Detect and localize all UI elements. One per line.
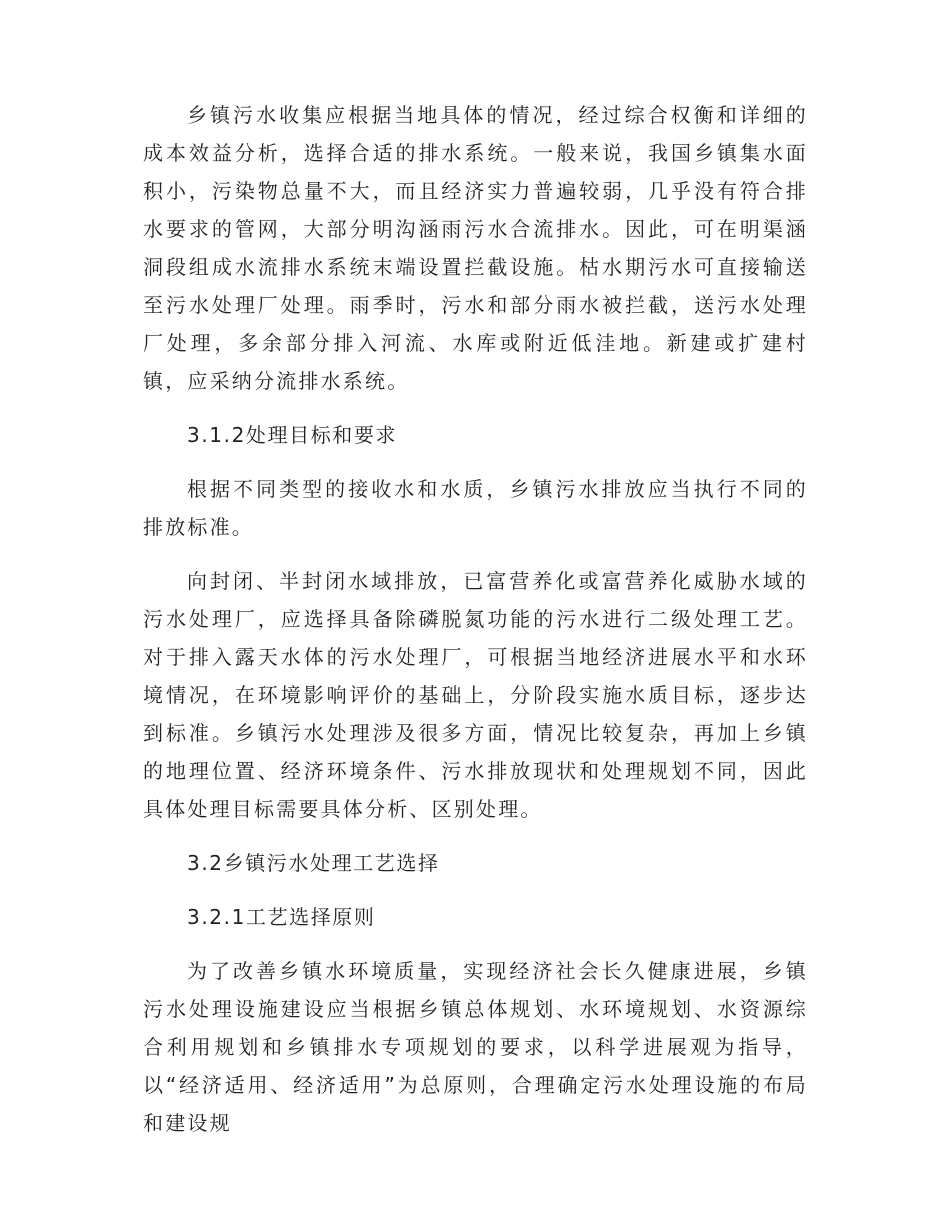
document-body [143,96,808,1158]
section-heading-3-1-2: 3.1.2处理目标和要求 [187,423,398,447]
paragraph-process-principles: 为了改善乡镇水环境质量，实现经济社会长久健康进展，乡镇污水处理设施建设应当根据乡镇总体规划、水环境规划、水资源综合利用规划和乡镇排水专项规划的要求，以科学进展观为指导，以“经济适用、经济适用”为总原则，合理确定污水处理设施的布局和建设规 [143,959,808,1135]
section-heading-3-2: 3.2乡镇污水处理工艺选择 [187,851,440,875]
section-heading-3-2-1: 3.2.1工艺选择原则 [187,905,376,929]
paragraph-sewage-collection: 乡镇污水收集应根据当地具体的情况，经过综合权衡和详细的成本效益分析，选择合适的排水系统。一般来说，我国乡镇集水面积小，污染物总量不大，而且经济实力普遍较弱，几乎没有符合排水要求的管网，大部分明沟涵雨污水合流排水。因此，可在明渠涵洞段组成水流排水系统末端设置拦截设施。枯水期污水可直接输送至污水处理厂处理。雨季时，污水和部分雨水被拦截，送污水处理厂处理，多余部分排入河流、水库或附近低洼地。新建或扩建村镇，应采纳分流排水系统。 [143,103,808,393]
paragraph-treatment-targets: 向封闭、半封闭水域排放，已富营养化或富营养化威胁水域的污水处理厂，应选择具备除磷脱氮功能的污水进行二级处理工艺。对于排入露天水体的污水处理厂，可根据当地经济进展水平和水环境情况，在环境影响评价的基础上，分阶段实施水质目标，逐步达到标准。乡镇污水处理涉及很多方面，情况比较复杂，再加上乡镇的地理位置、经济环境条件、污水排放现状和处理规划不同，因此具体处理目标需要具体分析、区别处理。 [143,569,808,821]
paragraph-discharge-standards: 根据不同类型的接收水和水质，乡镇污水排放应当执行不同的排放标准。 [143,477,808,539]
